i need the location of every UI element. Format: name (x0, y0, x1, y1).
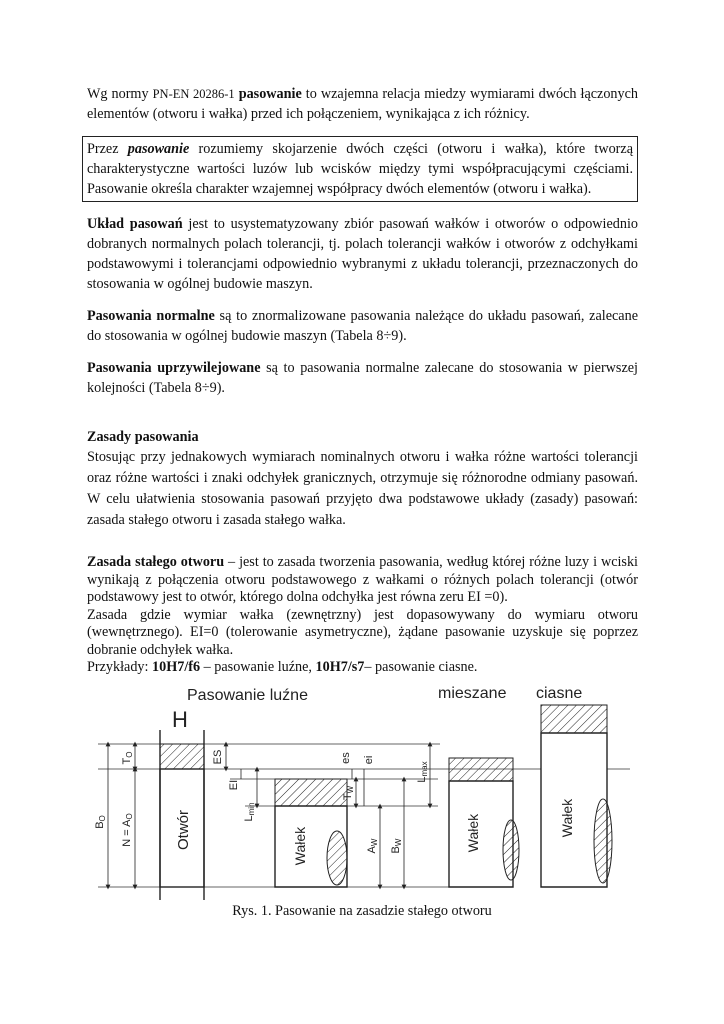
hole-block (160, 730, 204, 900)
shaft-tight-label: Wałek (559, 798, 575, 838)
dim-label-Lmax: Lmax (416, 761, 429, 783)
dim-label-ei: ei (363, 755, 375, 765)
paragraph-preferred-fits: Pasowania uprzywilejowane są to pasowania normalne zalecane do stosowania w pierwszej kolejności (Tabela 8÷9). (87, 360, 638, 396)
dim-label-Aw: AW (366, 838, 379, 854)
shaft-mixed (449, 758, 519, 887)
shaft-mixed-label: Wałek (465, 813, 481, 853)
dim-label-ES: ES (212, 749, 224, 765)
dim-label-Lmin: Lmin (243, 802, 256, 822)
paragraph-definition-norm: Wg normy PN-EN 20286-1 pasowanie to wzajemna relacja miedzy wymiarami dwóch łączonych elementów (otworu i wałka) przed ich połączeniem, wynikająca z ich różnicy. (87, 86, 639, 122)
section-title: Zasady pasowania (87, 429, 199, 445)
dim-label-To: TO (121, 751, 134, 765)
figure-caption: Rys. 1. Pasowanie na zasadzie stałego otworu (232, 903, 492, 919)
dim-label-Bo: BO (94, 815, 107, 829)
label-tight-fit: ciasne (536, 685, 583, 702)
dim-label-Tw: TW (342, 785, 355, 801)
label-H: H (172, 707, 188, 732)
dim-label-Bw: BW (390, 838, 403, 854)
shaft-loose (275, 779, 347, 887)
section-text: Stosując przy jednakowych wymiarach nominalnych otworu i wałka różne wartości tolerancji oraz różne wartości i znaki odchyłek granicznych, otrzymuje się różnorodne odmiany pasowań. W celu ułatwienia stosowania pasowań przyjęto dwa podstawowe układy (zasady) pasowań: zasada stałego otworu i zasada stałego wałka. (87, 449, 638, 528)
paragraph-fit-system: Układ pasowań jest to usystematyzowany zbiór pasowań wałków i otworów o odpowiednio dobranych normalnych polach tolerancji, tj. polach tolerancji wałków i otworów z odchyłkami podstawowymi i tolerancjami odpowiednio wybranymi z układu tolerancji, przeznaczonych do stosowania w ogólnej budowie maszyn. (87, 216, 638, 292)
hole-label: Otwór (175, 809, 192, 851)
label-mixed-fit: mieszane (438, 685, 507, 702)
label-loose-fit: Pasowanie luźne (187, 687, 308, 704)
paragraph-normal-fits: Pasowania normalne są to znormalizowane pasowania należące do układu pasowań, zalecane do stosowania w ogólnej budowie maszyn (Tabela 8÷9). (87, 308, 638, 344)
dim-label-EI: EI (228, 779, 240, 791)
dim-label-N: N = AO (121, 813, 134, 847)
dim-label-es: es (340, 752, 352, 764)
definition-text: Przez pasowanie rozumiemy skojarzenie dwóch części (otworu i wałka), które tworzą charakterystyczne wartości luzów lub wcisków między tymi współpracującymi częściami. Pasowanie określa charakter wzajemnej współpracy dwóch elementów (otworu i wałka). (87, 141, 633, 197)
shaft-tight (541, 705, 612, 887)
shaft-loose-label: Wałek (292, 826, 308, 866)
paragraph-hole-basis: Zasada stałego otworu – jest to zasada tworzenia pasowania, według której różne luzy i wciski wynikają z połączenia otworu podstawowego z wałkami o różnych polach tolerancji (otwór podstawowy jest to otwór, którego dolna odchyłka jest równa zeru EI =0). Zasada gdzie wymiar wałka (zewnętrzny) jest dopasowywany do wymiaru otworu (wewnętrznego). EI=0 (tolerowanie asymetryczne), żądane pasowanie uzyskuje się poprzez dobranie odchyłek wałka. Przykłady: 10H7/f6 – pasowanie luźne, 10H7/s7– pasowanie ciasne. (87, 554, 638, 675)
